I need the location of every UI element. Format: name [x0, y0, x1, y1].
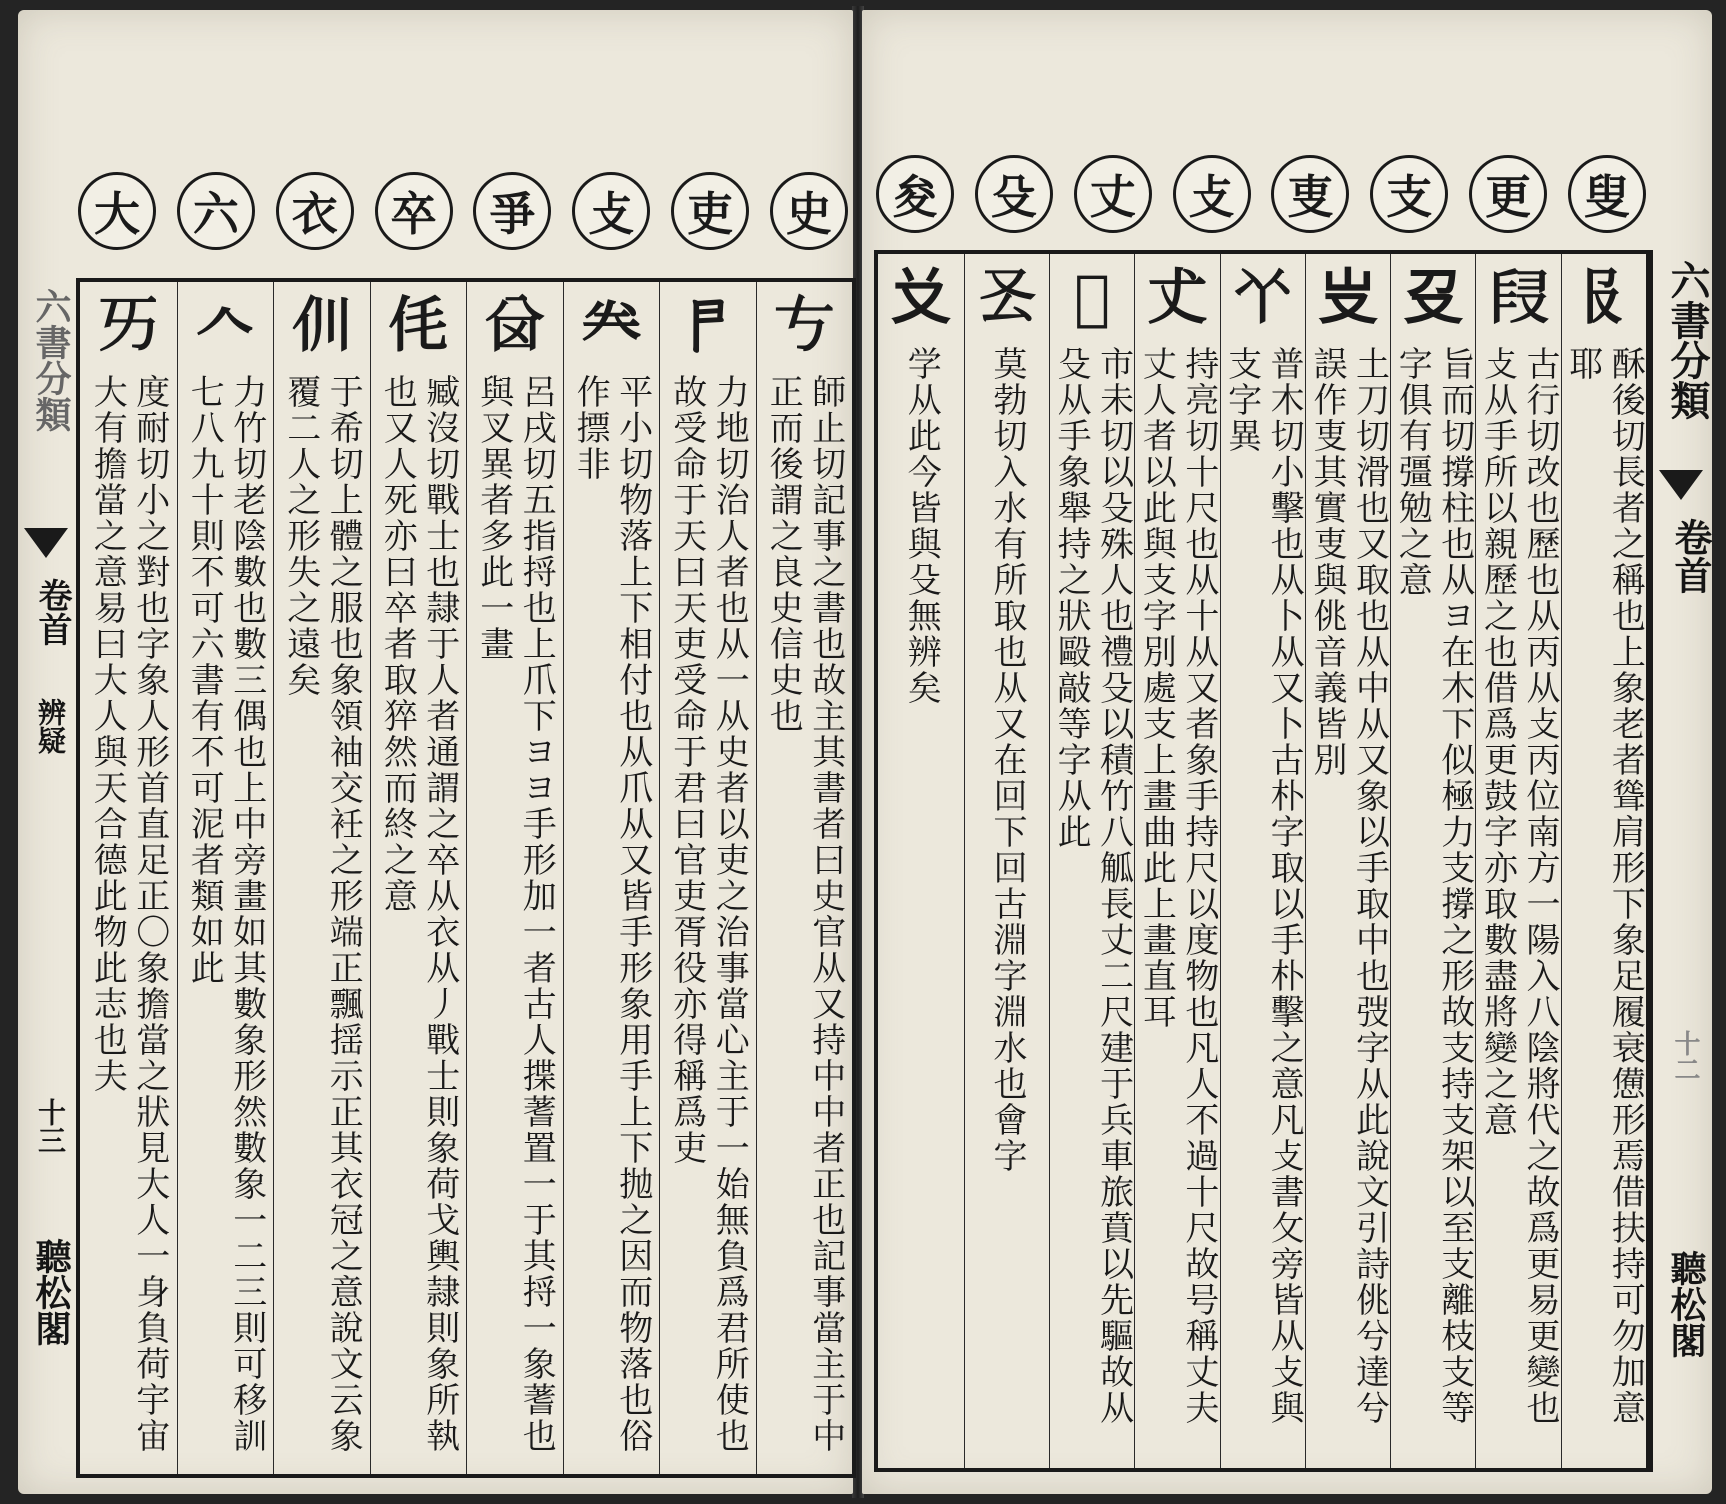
seal-glyph: 𠬝 — [1573, 263, 1634, 333]
headword-circle: 支 — [1370, 155, 1448, 233]
margin-volume: 卷首 — [32, 578, 72, 646]
entry-text: 力竹切老陰數也數三偶也上中旁畫如其數象形然數象一二三則可移訓七八九十則不可六書有不可泥者類如此 — [184, 374, 267, 1454]
entry-text: 莫勃切入水有所取也从又在回下回古淵字淵水也會字 — [987, 346, 1028, 1174]
seal-glyph: 𠭒 — [1074, 263, 1111, 333]
headword-circle: 史 — [770, 172, 848, 250]
headword-circle: 大 — [78, 172, 156, 250]
entry-column — [1220, 254, 1305, 1468]
entry-column — [563, 282, 660, 1474]
headword-circle: 攴 — [1173, 155, 1251, 233]
entry-text: 呂戌切五指捋也上爪下ヨヨ手形加一者古人揲蓍置一于其捋一象蓍也與叉異者多此一畫 — [473, 374, 557, 1454]
seal-glyph: 𠬟 — [976, 263, 1037, 333]
seal-glyph: 𠀅 — [98, 291, 159, 361]
seal-glyph: 𠬛 — [1403, 263, 1464, 333]
entry-column — [177, 282, 274, 1474]
entry-column — [1561, 254, 1646, 1468]
entry-text: 力地切治人者也从一从史者以吏之治事當心主于一始無負爲君所使也故受命于天曰天吏受命于君曰官吏胥役亦得稱爲吏 — [666, 374, 750, 1454]
left-entry-columns — [80, 282, 852, 1474]
margin-volume: 卷首 — [1668, 518, 1713, 594]
entry-column — [80, 282, 177, 1474]
headword-circle: 叓 — [1271, 155, 1349, 233]
headword-circle: 卒 — [375, 172, 453, 250]
left-page — [18, 10, 853, 1494]
seal-glyph: 𠀋 — [1147, 263, 1208, 333]
entry-text: 平小切物落上下相付也从爪从又皆手形象用手上下抛之因而物落也俗作摽非 — [570, 374, 653, 1454]
seal-glyph: 𠆢 — [195, 291, 256, 361]
seal-glyph: 𠁣 — [677, 291, 738, 361]
seal-glyph: 𠁥 — [1232, 263, 1293, 333]
seal-glyph: 𠇔 — [388, 291, 449, 361]
headword-circle: 叟 — [1568, 155, 1646, 233]
left-margin-strip — [18, 278, 79, 1478]
entry-text: 臧沒切戰士也隷于人者通謂之卒从衣从丿戰士則象荷戈輿隷則象所執也又人死亦曰卒者取猝然而終之意 — [377, 374, 460, 1454]
margin-page-number: 十二 — [1670, 1030, 1700, 1082]
margin-section: 辨疑 — [34, 698, 67, 754]
right-page — [862, 10, 1712, 1494]
entry-column — [466, 282, 563, 1474]
seal-glyph: 𠬠 — [890, 263, 951, 333]
entry-column — [1134, 254, 1219, 1468]
headword-circle: 更 — [1469, 155, 1547, 233]
entry-column — [756, 282, 853, 1474]
margin-studio: 聽松閣 — [30, 1238, 72, 1346]
headword-circle: 爭 — [473, 172, 551, 250]
entry-text: 師止切記事之書也故主其書者曰史官从又持中中者正也記事當主于中正而後謂之良史信史也 — [763, 374, 846, 1454]
seal-glyph: 𠭊 — [1488, 263, 1549, 333]
headword-circle: 吏 — [671, 172, 749, 250]
entry-text: 普木切小擊也从卜从又卜古朴字取以手朴擊之意凡攴書攵旁皆从攴與支字異 — [1221, 346, 1305, 1426]
headword-circle: 夋 — [876, 155, 954, 233]
headword-circle: 殳 — [975, 155, 1053, 233]
fishtail-mark — [24, 528, 68, 558]
right-headword-row — [876, 155, 1646, 233]
entry-column — [370, 282, 467, 1474]
headword-circle: 衣 — [276, 172, 354, 250]
seal-glyph: 𠬢 — [1317, 263, 1378, 333]
headword-circle: 六 — [177, 172, 255, 250]
right-entry-columns — [878, 254, 1646, 1468]
entry-text: 酥後切長者之稱也上象老者聳肩形下象足履衰憊形焉借扶持可勿加意耶 — [1562, 346, 1646, 1426]
headword-circle: 攴 — [572, 172, 650, 250]
margin-page-number: 十三 — [34, 1098, 67, 1154]
margin-title: 六書分類 — [30, 288, 72, 432]
entry-text: 持亮切十尺也从十从又者象手持尺以度物也凡人不過十尺故号稱丈夫丈人者以此與支字別處支上畫曲此上畫直耳 — [1136, 346, 1219, 1426]
entry-text: 学从此今皆與殳無辨矣 — [901, 346, 942, 706]
entry-column — [1049, 254, 1134, 1468]
headword-circle: 丈 — [1074, 155, 1152, 233]
seal-glyph: 𠀁 — [774, 291, 835, 361]
entry-text: 旨而切撐柱也从ヨ在木下似極力支撐之形故支持支架以至支離枝支等字俱有彊勉之意 — [1392, 346, 1475, 1426]
margin-studio: 聽松閣 — [1665, 1250, 1707, 1358]
entry-text: 度耐切小之對也字象人形首直足正〇象擔當之狀見大人一身負荷宇宙大有擔當之意易曰大人與天合德此物此志也夫 — [87, 374, 170, 1454]
right-margin-strip — [1650, 250, 1711, 1472]
margin-title: 六書分類 — [1664, 260, 1711, 420]
entry-text: 古行切改也歷也从丙从攴丙位南方一陽入八陰將代之故爲更易更變也攴从手所以親歷之也借爲更鼓字亦取數盡將變之意 — [1477, 346, 1561, 1426]
entry-text: 土刀切滑也又取也从中从又象以手取中也弢字从此說文引詩佻兮達兮誤作叓其實叓與佻音義皆別 — [1306, 346, 1390, 1426]
entry-column — [1475, 254, 1560, 1468]
entry-column — [1305, 254, 1390, 1468]
entry-column — [878, 254, 963, 1468]
seal-glyph: 𠆯 — [291, 291, 352, 361]
entry-text: 于希切上體之服也象領袖交衽之形端正飄揺示正其衣冠之意說文云象覆二人之形失之遠矣 — [280, 374, 364, 1454]
seal-glyph: 𠔉 — [581, 291, 642, 361]
entry-text: 市未切以殳殊人也禮殳以積竹八觚長丈二尺建于兵車旅賁以先驅故从殳从手象舉持之狀毆敲等字从此 — [1051, 346, 1134, 1426]
entry-column — [964, 254, 1049, 1468]
entry-column — [273, 282, 370, 1474]
left-headword-row — [78, 172, 848, 250]
entry-column — [659, 282, 756, 1474]
seal-glyph: 𠔋 — [484, 291, 545, 361]
entry-column — [1390, 254, 1475, 1468]
fishtail-mark — [1659, 470, 1703, 500]
